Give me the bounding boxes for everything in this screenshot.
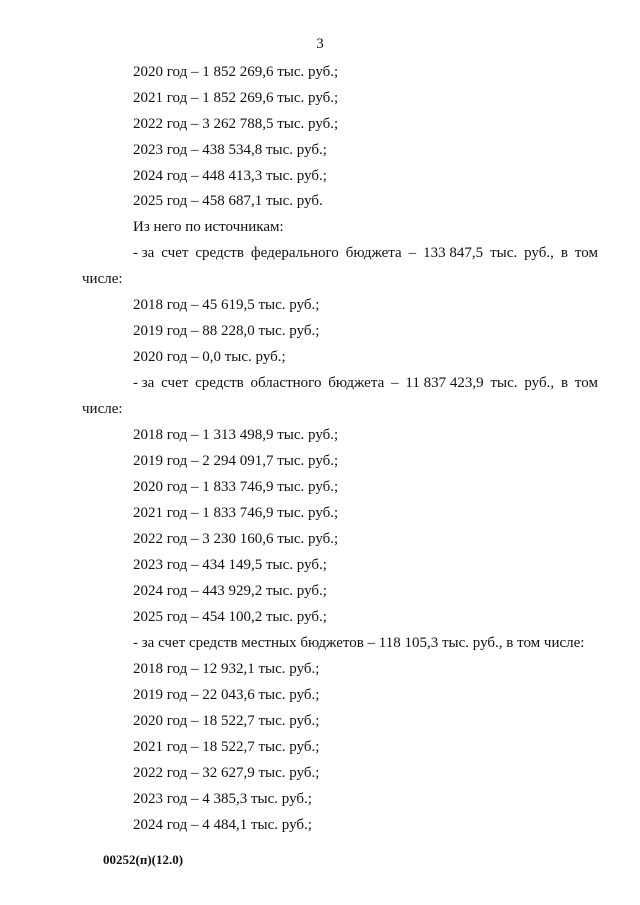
word: 11 837 423,9 [405,375,484,391]
regional-budget-line [133,374,598,392]
text-line: 2022 год – 3 262 788,5 тыс. руб.; [133,116,339,132]
text-line: 2024 год – 448 413,3 тыс. руб.; [133,168,327,184]
text-line: 2025 год – 454 100,2 тыс. руб.; [133,609,327,625]
word: средств [195,375,244,391]
text-line: 2018 год – 1 313 498,9 тыс. руб.; [133,427,339,443]
text-line: 2021 год – 1 852 269,6 тыс. руб.; [133,90,339,106]
word: том [574,375,598,391]
word: том [574,245,598,261]
text-line: 2023 год – 4 385,3 тыс. руб.; [133,791,312,807]
text-line: 2019 год – 88 228,0 тыс. руб.; [133,323,320,339]
document-code: 00252(п)(12.0) [103,852,184,867]
text-line: 2019 год – 2 294 091,7 тыс. руб.; [133,453,339,469]
word: в [560,375,569,391]
text-line: 2022 год – 32 627,9 тыс. руб.; [133,765,320,781]
text-line: числе: [82,401,123,417]
text-line: 2018 год – 12 932,1 тыс. руб.; [133,661,320,677]
word: тыс. [490,375,518,391]
page-number: 3 [316,36,324,52]
word: в [560,245,568,261]
text-line: 2020 год – 1 852 269,6 тыс. руб.; [133,64,339,80]
text-line: 2025 год – 458 687,1 тыс. руб. [133,193,323,209]
text-line: 2022 год – 3 230 160,6 тыс. руб.; [133,531,339,547]
federal-budget-line [133,244,598,262]
word: – [408,245,417,261]
word: 133 847,5 [423,245,484,261]
text-line: 2024 год – 4 484,1 тыс. руб.; [133,817,312,833]
text-line: числе: [82,271,123,287]
text-line: 2020 год – 1 833 746,9 тыс. руб.; [133,479,339,495]
word: федерального [250,245,339,261]
word: тыс. [490,245,518,261]
text-line: 2018 год – 45 619,5 тыс. руб.; [133,297,320,313]
text-line: 2024 год – 443 929,2 тыс. руб.; [133,583,327,599]
word: бюджета [345,245,402,261]
word: счет [161,375,189,391]
text-line: 2021 год – 18 522,7 тыс. руб.; [133,739,320,755]
text-line: 2023 год – 434 149,5 тыс. руб.; [133,557,327,573]
word: областного [250,375,322,391]
text-line: 2019 год – 22 043,6 тыс. руб.; [133,687,320,703]
local-budget-line: - за счет средств местных бюджетов – 118 105,3 тыс. руб., в том числе: [133,635,585,651]
word: руб., [524,375,555,391]
text-line: 2020 год – 0,0 тыс. руб.; [133,349,286,365]
word: средств [195,245,244,261]
word: руб., [524,245,554,261]
text-line: 2021 год – 1 833 746,9 тыс. руб.; [133,505,339,521]
text-line: 2020 год – 18 522,7 тыс. руб.; [133,713,320,729]
word: бюджета [328,375,385,391]
word: – [391,375,399,391]
word: - за [133,245,155,261]
word: - за [133,375,155,391]
text-line: 2023 год – 438 534,8 тыс. руб.; [133,142,327,158]
text-line: Из него по источникам: [133,219,284,235]
word: счет [161,245,189,261]
